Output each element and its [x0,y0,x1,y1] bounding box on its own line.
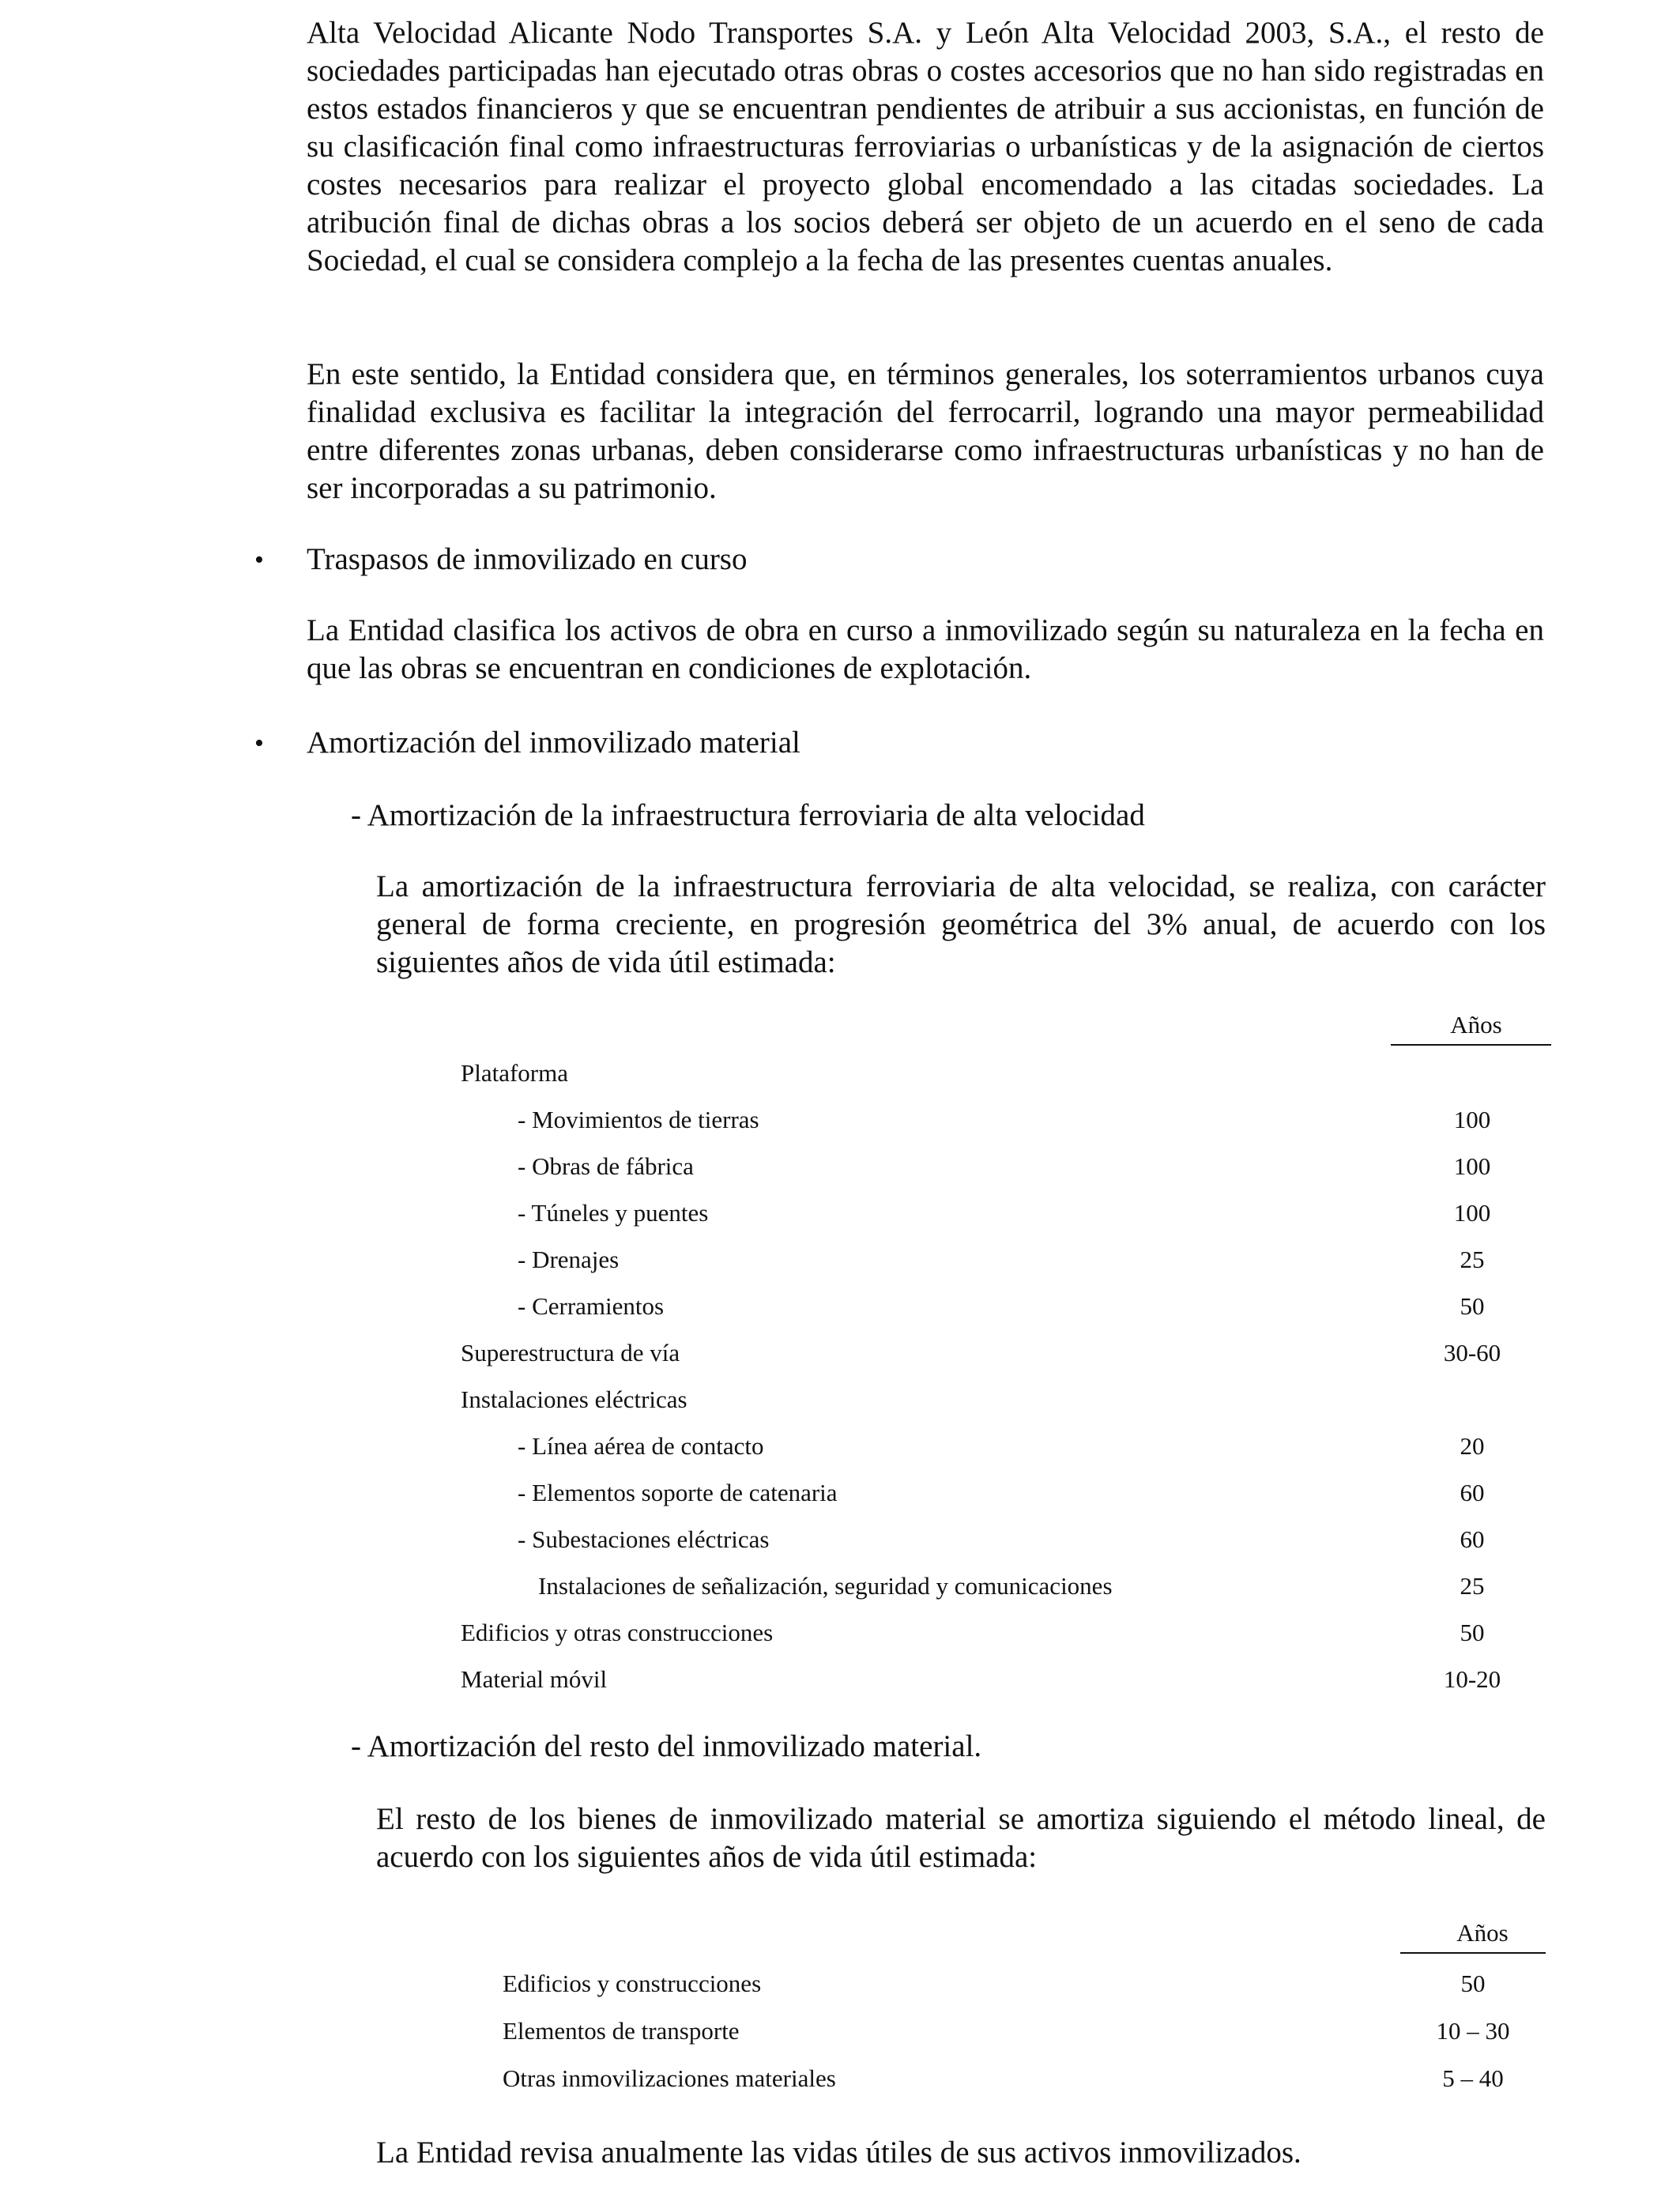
table-row [461,1431,1567,1462]
subheading-alta-velocidad: - Amortización de la infraestructura ferroviaria de alta velocidad [351,798,1145,832]
bullet-icon: • [254,545,264,575]
table-header-underline [1391,1044,1551,1046]
row-value: 20 [1460,1432,1485,1460]
table-row [461,1104,1567,1136]
row-label: - Drenajes [518,1246,620,1273]
row-label: Elementos de transporte [503,2017,740,2045]
bullet-icon: • [254,729,264,758]
table-row [503,1968,1569,2000]
table-row [461,1570,1567,1602]
row-label: - Subestaciones eléctricas [518,1525,770,1553]
table-row [461,1617,1567,1649]
row-label: - Movimientos de tierras [518,1106,759,1133]
table-vida-util-alta-velocidad [461,1009,1567,1736]
row-label: Material móvil [461,1665,608,1693]
row-label: - Túneles y puentes [518,1199,709,1227]
row-value: 5 – 40 [1442,2064,1504,2092]
paragraph-amortizacion-alta-velocidad: La amortización de la infraestructura ferroviaria de alta velocidad, se realiza, con carácter general de forma creciente, en progresión geométrica del 3% anual, de acuerdo con los siguientes años de vida útil estimada: [376,869,1546,979]
table-row [461,1151,1567,1182]
table-header-anos: Años [1456,1919,1509,1947]
row-value: 25 [1460,1246,1485,1273]
paragraph-revision-vidas-utiles: La Entidad revisa anualmente las vidas útiles de sus activos inmovilizados. [376,2136,1301,2169]
row-value: 100 [1453,1152,1491,1180]
row-value: 50 [1460,1970,1486,1997]
row-label: Instalaciones de señalización, seguridad y comunicaciones [538,1572,1113,1600]
paragraph-traspasos: La Entidad clasifica los activos de obra en curso a inmovilizado según su naturaleza en la fecha en que las obras se encuentran en condiciones de explotación. [307,613,1544,685]
row-value: 10 – 30 [1436,2017,1510,2045]
row-label: - Elementos soporte de catenaria [518,1479,838,1506]
paragraph-sociedades-participadas: Alta Velocidad Alicante Nodo Transportes S.A. y León Alta Velocidad 2003, S.A., el resto de sociedades participadas han ejecutado otras obras o costes accesorios que no han sido registradas en estos estados financieros y que se encuentran pendientes de atribuir a sus accionistas, en función de su clasificación final como infraestructuras ferroviarias o urbanísticas y de la asignación de ciertos costes necesarios para realizar el proyecto global encomendado a las citadas sociedades. La atribución final de dichas obras a los socios deberá ser objeto de un acuerdo en el seno de cada Sociedad, el cual se considera complejo a la fecha de las presentes cuentas anuales. [307,16,1544,277]
table-header-underline [1400,1952,1546,1954]
row-value: 50 [1460,1292,1485,1320]
row-label: Otras inmovilizaciones materiales [503,2064,836,2092]
subheading-resto-inmovilizado: - Amortización del resto del inmovilizado material. [351,1729,982,1763]
paragraph-soterramientos: En este sentido, la Entidad considera que, en términos generales, los soterramientos urbanos cuya finalidad exclusiva es facilitar la integración del ferrocarril, logrando una mayor permeabilidad entre diferentes zonas urbanas, deben considerarse como infraestructuras urbanísticas y no han de ser incorporadas a su patrimonio. [307,357,1544,505]
table-row [503,2063,1569,2094]
row-value: 10-20 [1443,1665,1501,1693]
row-label: Instalaciones eléctricas [461,1385,687,1413]
table-row [461,1524,1567,1555]
table-row [461,1291,1567,1322]
row-value: 100 [1453,1106,1491,1133]
table-row [461,1384,1567,1416]
row-label: - Cerramientos [518,1292,665,1320]
table-row [461,1664,1567,1695]
row-label: Edificios y construcciones [503,1970,762,1997]
row-value: 30-60 [1443,1339,1501,1367]
row-value: 60 [1460,1525,1485,1553]
bullet-traspasos: Traspasos de inmovilizado en curso [307,542,748,576]
row-value: 60 [1460,1479,1485,1506]
bullet-amortizacion: Amortización del inmovilizado material [307,726,800,760]
row-value: 100 [1453,1199,1491,1227]
row-value: 25 [1460,1572,1485,1600]
row-label: - Línea aérea de contacto [518,1432,764,1460]
table-row [461,1244,1567,1276]
table-row [461,1057,1567,1089]
row-value: 50 [1460,1619,1485,1646]
table-header-anos: Años [1450,1011,1502,1039]
table-row [461,1337,1567,1369]
paragraph-metodo-lineal: El resto de los bienes de inmovilizado material se amortiza siguiendo el método lineal, de acuerdo con los siguientes años de vida útil estimada: [376,1802,1546,1874]
row-label: Superestructura de vía [461,1339,680,1367]
row-label: - Obras de fábrica [518,1152,694,1180]
row-label: Edificios y otras construcciones [461,1619,774,1646]
table-row [461,1477,1567,1509]
table-row [503,2015,1569,2047]
table-vida-util-resto [503,1917,1569,2099]
row-label: Plataforma [461,1059,569,1087]
table-row [461,1197,1567,1229]
